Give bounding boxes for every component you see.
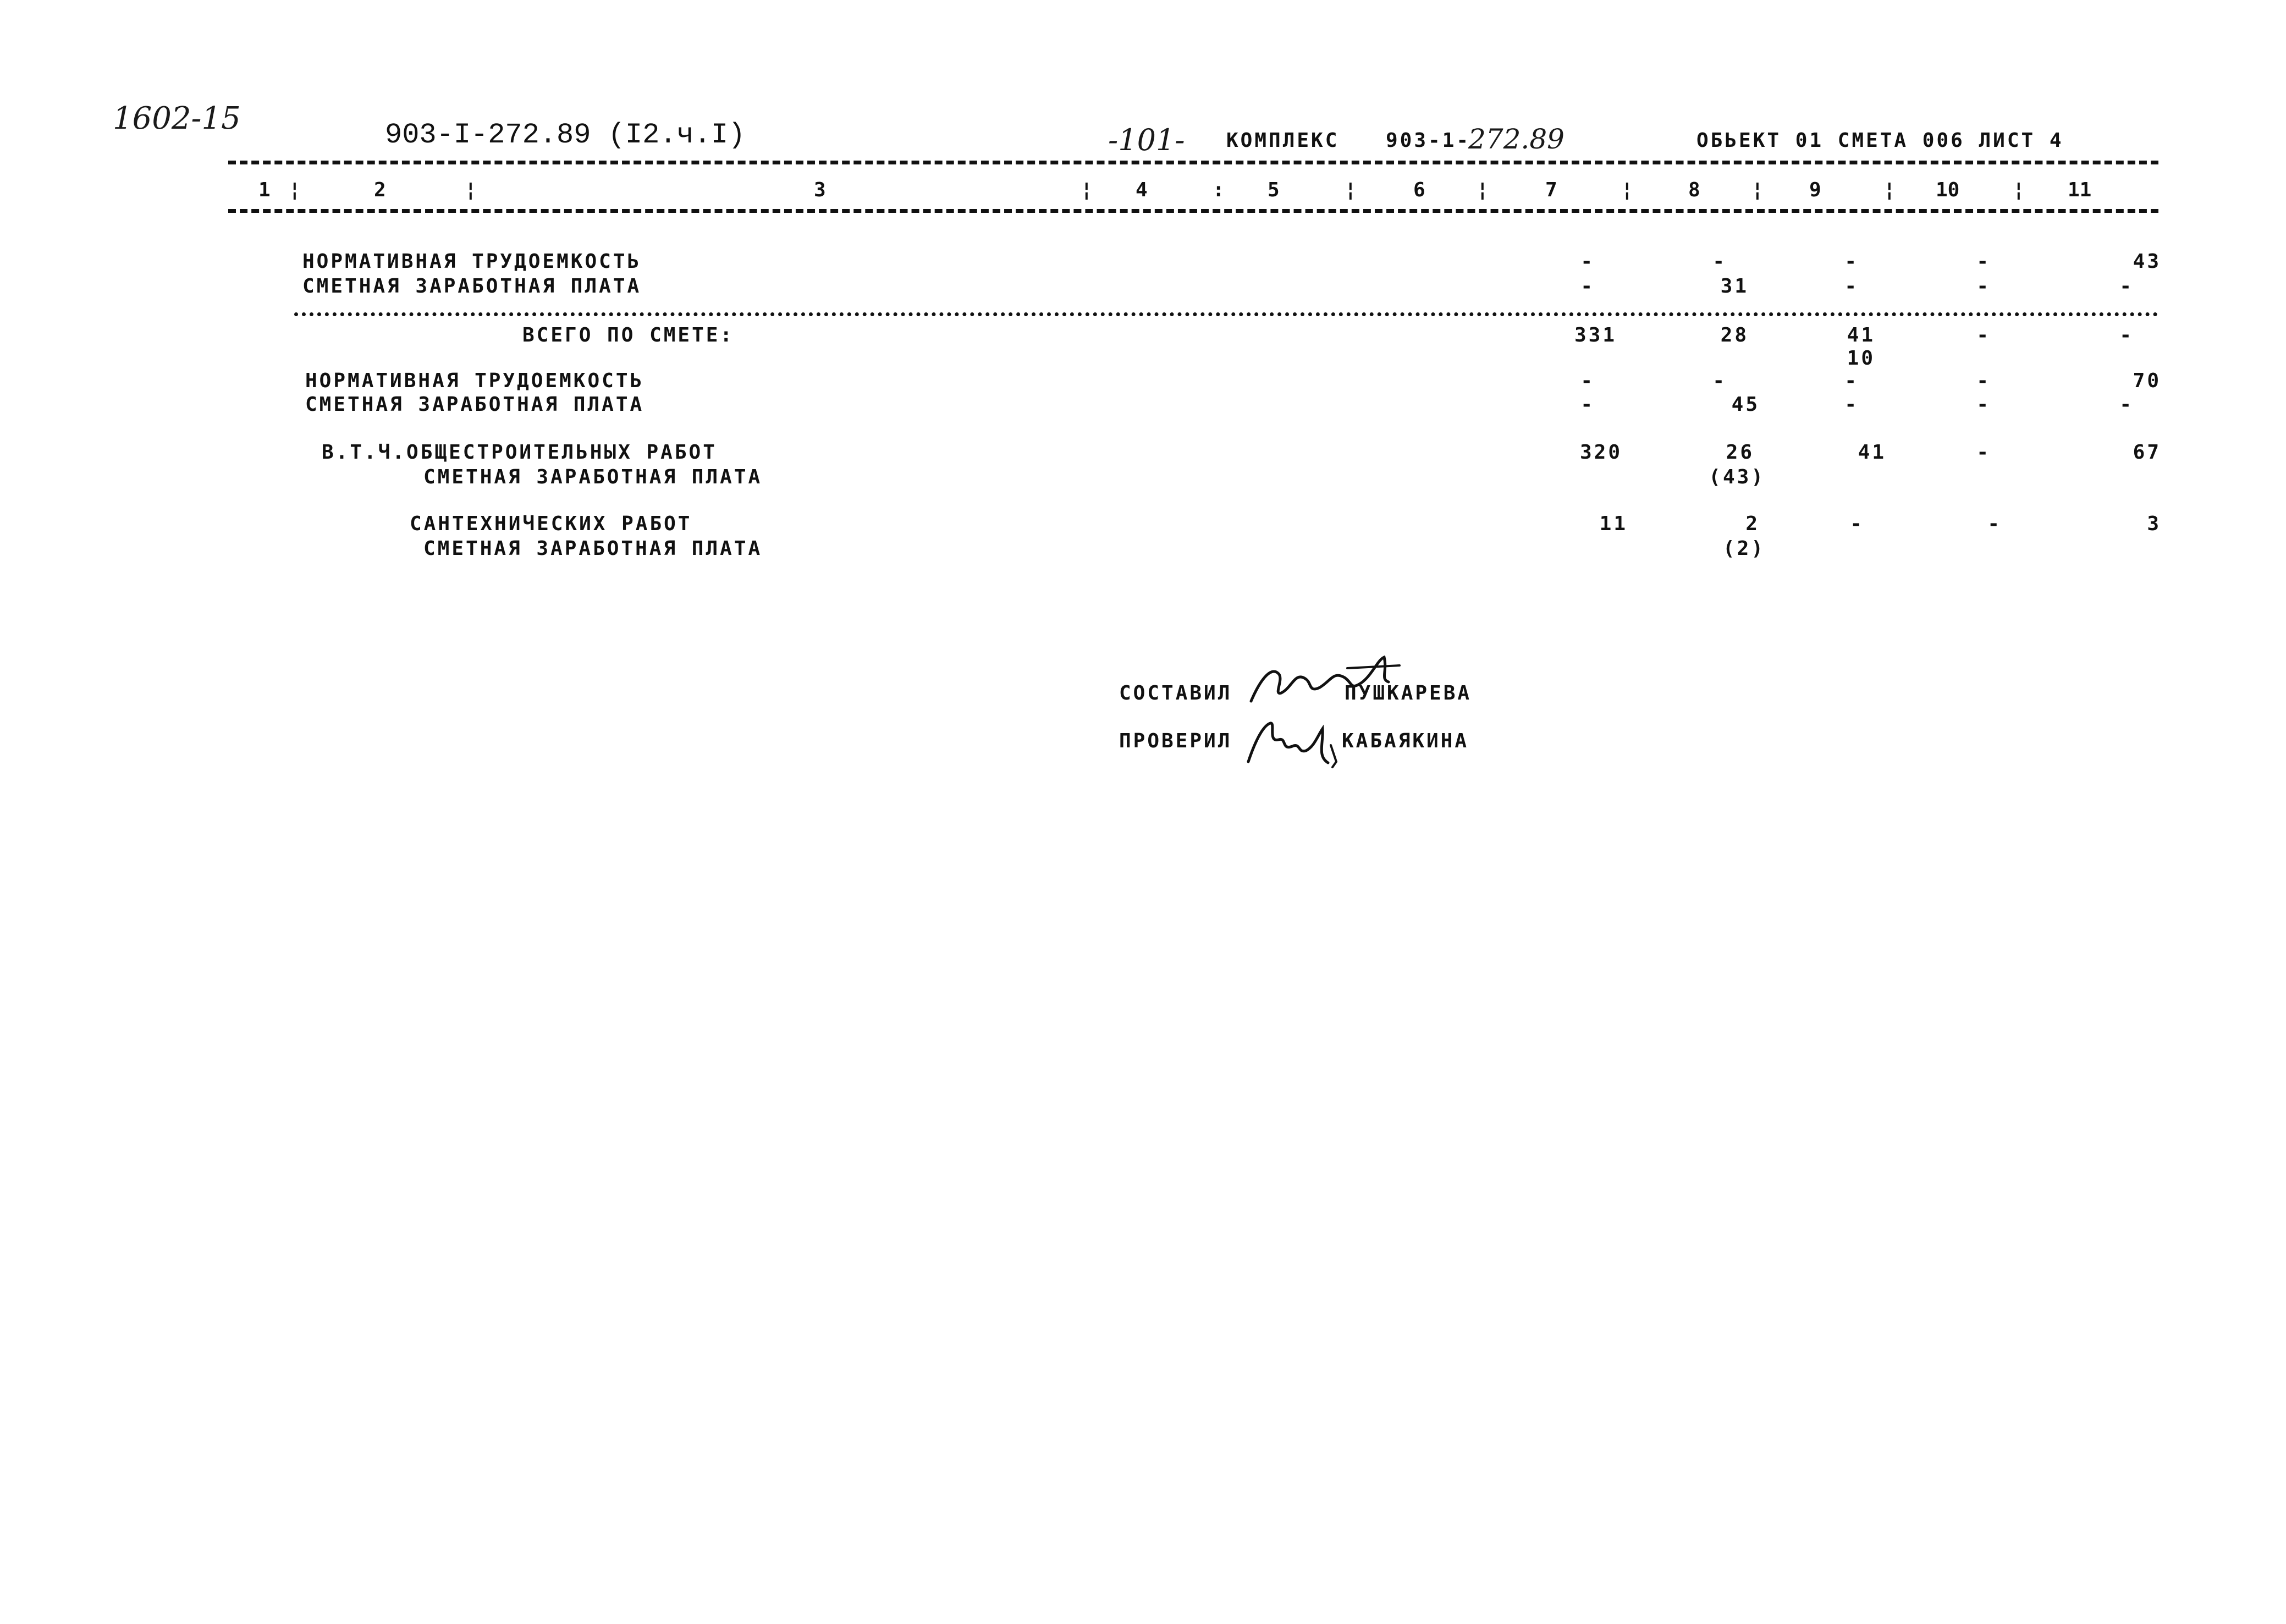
col-separator: ¦ <box>1345 179 1357 201</box>
row-label-wage: СМЕТНАЯ ЗАРАБОТНАЯ ПЛАТА <box>423 466 763 488</box>
row8-col10: - <box>1987 513 2002 535</box>
row5-col9: - <box>1844 393 1859 416</box>
row2-col9: - <box>1844 275 1859 298</box>
header-rule-top <box>228 161 2158 164</box>
row5-col7: - <box>1580 393 1595 416</box>
col-header-4: 4 <box>1136 179 1148 201</box>
row8-col8: 2 <box>1745 513 1760 535</box>
col-separator: ¦ <box>465 179 477 201</box>
row-label-wage: СМЕТНАЯ ЗАРАБОТНАЯ ПЛАТА <box>423 537 763 560</box>
col-separator: ¦ <box>1883 179 1896 201</box>
row-label-construction: В.Т.Ч.ОБЩЕСТРОИТЕЛЬНЫХ РАБОТ <box>322 441 717 464</box>
col-header-9: 9 <box>1809 179 1821 201</box>
row-label-labor-norm: НОРМАТИВНАЯ ТРУДОЕМКОСТЬ <box>302 250 642 273</box>
page-number: -101- <box>1108 123 1185 157</box>
col-header-11: 11 <box>2068 179 2092 201</box>
row-label-labor-norm: НОРМАТИВНАЯ ТРУДОЕМКОСТЬ <box>305 370 645 392</box>
col-separator: ¦ <box>1621 179 1633 201</box>
row-label-wage: СМЕТНАЯ ЗАРАБОТНАЯ ПЛАТА <box>305 393 645 416</box>
col-header-6: 6 <box>1413 179 1425 201</box>
row6-col11: 67 <box>2133 441 2161 464</box>
row6-col7: 320 <box>1579 441 1622 464</box>
row1-col11: 43 <box>2133 250 2161 273</box>
checked-by-label: ПРОВЕРИЛ <box>1119 730 1232 752</box>
row5-col11: - <box>2119 393 2134 416</box>
row-label-wage: СМЕТНАЯ ЗАРАБОТНАЯ ПЛАТА <box>302 275 642 298</box>
row1-col9: - <box>1844 250 1859 273</box>
total-col9-sub: 10 <box>1847 347 1875 370</box>
row2-col7: - <box>1580 275 1595 298</box>
col-header-3: 3 <box>814 179 826 201</box>
object-info: ОБЬЕКТ 01 СМЕТА 006 ЛИСТ 4 <box>1696 129 2064 152</box>
complex-label: КОМПЛЕКС <box>1226 129 1340 152</box>
row8-col7: 11 <box>1599 513 1628 535</box>
checked-by-name: КАБАЯКИНА <box>1342 730 1469 752</box>
header-rule-bottom <box>228 209 2158 213</box>
total-col7: 331 <box>1574 324 1617 346</box>
complex-code-handwritten: 272.89 <box>1468 123 1565 155</box>
row8-col11: 3 <box>2147 513 2161 535</box>
row-label-plumbing: САНТЕХНИЧЕСКИХ РАБОТ <box>410 513 692 535</box>
col-header-10: 10 <box>1936 179 1960 201</box>
col-separator: ¦ <box>1477 179 1489 201</box>
checked-by-signature <box>1240 712 1345 773</box>
row7-col8: (43) <box>1709 466 1765 488</box>
col-header-5: 5 <box>1268 179 1280 201</box>
col-separator: : <box>1213 179 1225 201</box>
row2-col11: - <box>2119 275 2134 298</box>
col-separator: ¦ <box>2013 179 2025 201</box>
total-label: ВСЕГО ПО СМЕТЕ: <box>522 324 735 346</box>
row2-col8: 31 <box>1720 275 1749 298</box>
row6-col9: 41 <box>1858 441 1886 464</box>
total-col10: - <box>1976 324 1991 346</box>
complex-code: 903-1- <box>1386 129 1471 152</box>
col-separator: ¦ <box>1751 179 1764 201</box>
row5-col10: - <box>1976 393 1991 416</box>
col-separator: ¦ <box>289 179 301 201</box>
total-col8: 28 <box>1720 324 1749 346</box>
col-separator: ¦ <box>1081 179 1093 201</box>
row4-col9: - <box>1844 370 1859 392</box>
row6-col8: 26 <box>1726 441 1754 464</box>
row4-col7: - <box>1580 370 1595 392</box>
row9-col8: (2) <box>1722 537 1765 560</box>
total-separator <box>294 312 2158 316</box>
col-header-2: 2 <box>374 179 386 201</box>
composed-by-name: ПУШКАРЕВА <box>1345 682 1472 704</box>
total-col11: - <box>2119 324 2134 346</box>
row1-col8: - <box>1712 250 1727 273</box>
row4-col8: - <box>1712 370 1727 392</box>
row1-col7: - <box>1580 250 1595 273</box>
row4-col10: - <box>1976 370 1991 392</box>
col-header-8: 8 <box>1688 179 1700 201</box>
total-col9: 41 <box>1847 324 1875 346</box>
project-code: 903-I-272.89 (I2.ч.I) <box>385 119 746 151</box>
row8-col9: - <box>1850 513 1864 535</box>
row4-col11: 70 <box>2133 370 2161 392</box>
row1-col10: - <box>1976 250 1991 273</box>
composed-by-label: СОСТАВИЛ <box>1119 682 1232 704</box>
row5-col8: 45 <box>1731 393 1760 416</box>
row6-col10: - <box>1976 441 1991 464</box>
col-header-1: 1 <box>258 179 271 201</box>
col-header-7: 7 <box>1545 179 1557 201</box>
row2-col10: - <box>1976 275 1991 298</box>
handwritten-doc-mark: 1602-15 <box>113 101 241 136</box>
